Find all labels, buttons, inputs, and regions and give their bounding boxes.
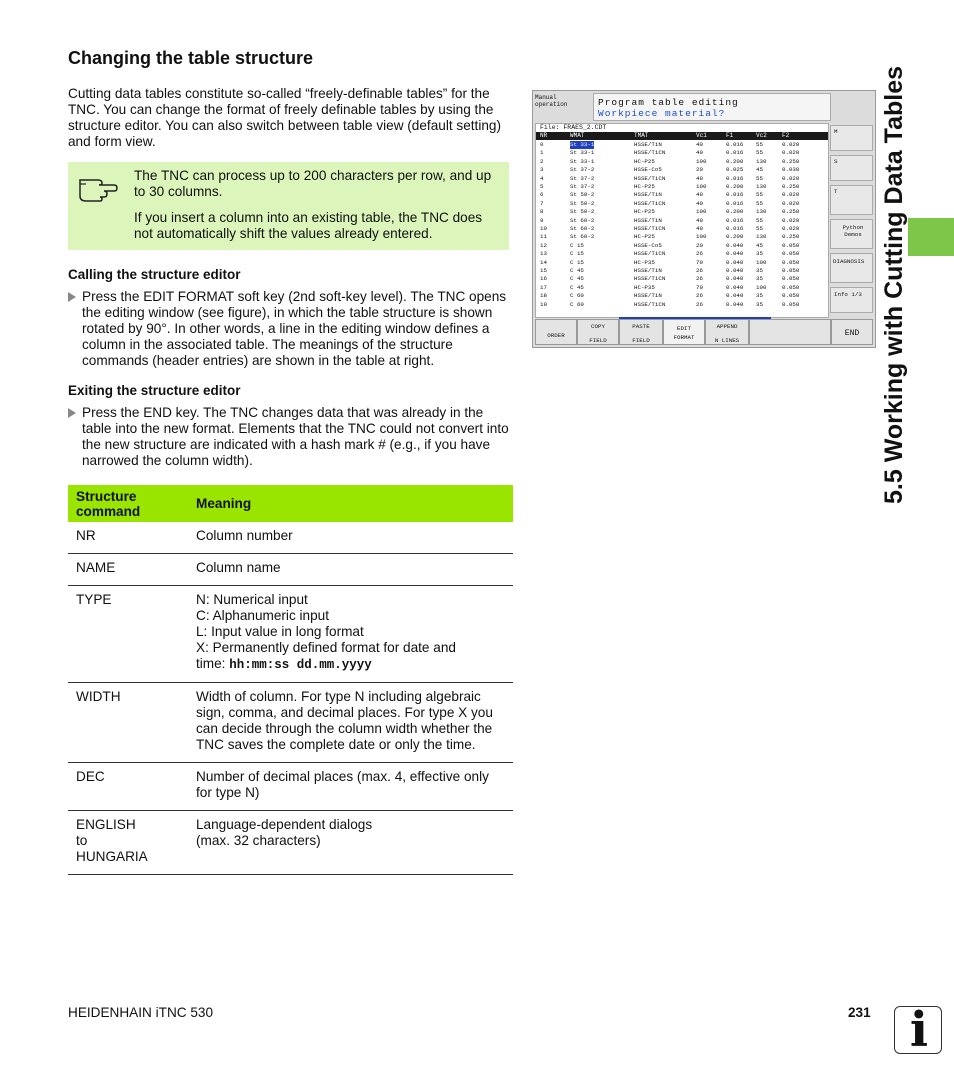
cell-meaning: [188, 586, 513, 683]
screen-table-cell: C 45: [570, 275, 584, 283]
screen-table-cell: HSSE/TiCN: [634, 174, 666, 182]
screen-table-cell: 3: [540, 166, 544, 174]
screen-table-cell: 55: [756, 191, 763, 199]
screen-table-cell: St 37-2: [570, 174, 595, 182]
screen-table-cell: HSSE/TiCN: [634, 225, 666, 232]
screen-table-row[interactable]: [536, 233, 828, 241]
mode-label: [535, 94, 567, 108]
screen-table-cell: 40: [696, 191, 703, 199]
screen-column-label: TMAT: [634, 132, 649, 139]
softkey-label: FIELD: [632, 337, 650, 344]
screen-table-cell: 0.040: [726, 250, 744, 258]
softkey-bar: [535, 319, 873, 345]
screen-table-row[interactable]: [536, 242, 828, 250]
screen-table-cell: 0.050: [782, 250, 800, 258]
mode-line: operation: [535, 101, 568, 108]
screen-table-cell: 0.040: [726, 258, 744, 266]
side-key-label: T: [834, 188, 838, 195]
screen-table-cell: HSSE-Co5: [634, 241, 662, 249]
screen-table-cell: HSSE/TiN: [634, 216, 662, 224]
screen-table-cell: 40: [696, 225, 703, 232]
screen-table-cell: 26: [696, 300, 703, 308]
meaning-line: X: Permanently defined format for date and: [196, 640, 456, 655]
side-key-t[interactable]: [830, 185, 873, 215]
screen-table-cell: 6: [540, 191, 544, 199]
calling-text: Press the EDIT FORMAT soft key (2nd soft-key level). The TNC opens the editing window (see figure), in which the table structure is shown rotated by 90°. In other words, a line in the editing window defines a column in the associated table. The meanings of the structure commands (header entries) are shown in the table at right.: [82, 289, 507, 368]
screen-table-cell: 0.016: [726, 149, 744, 157]
softkey-copy-field[interactable]: [577, 319, 619, 345]
screen-table-cell: 16: [540, 275, 547, 283]
screen-table-row[interactable]: [536, 301, 828, 309]
cell-command: DEC: [68, 763, 188, 811]
screen-table-cell: HC-P35: [634, 258, 655, 266]
calling-step: [68, 289, 516, 369]
screen-table-cell: 0.050: [782, 300, 800, 308]
screen-table-cell: 26: [696, 250, 703, 258]
screen-table-cell: 0.050: [782, 292, 800, 300]
table-header-command: Structure command: [68, 485, 188, 522]
screen-table-cell: HC-P25: [634, 183, 655, 190]
mode-line: Manual: [535, 94, 557, 101]
screen-table-cell: 0.016: [726, 216, 744, 224]
screen-table-cell: 0.050: [782, 258, 800, 266]
screen-column-label: WMAT: [570, 132, 585, 139]
softkey-label: N LINES: [714, 337, 740, 344]
screen-table-row[interactable]: [536, 208, 828, 216]
screen-table-cell: 0.050: [782, 241, 800, 249]
screen-table-cell: St 60-2: [570, 216, 595, 224]
screen-table-cell: 0.050: [782, 267, 800, 274]
screen-table-cell: St 50-2: [570, 208, 595, 216]
screen-table-cell: HSSE/TiCN: [634, 250, 666, 258]
screen-table-row[interactable]: [536, 141, 828, 149]
side-key-label: M: [834, 128, 838, 135]
structure-commands-table: [68, 485, 513, 875]
screen-table-cell: 55: [756, 225, 763, 232]
screen-table-cell: 0.040: [726, 300, 744, 308]
softkey-end[interactable]: [831, 319, 873, 345]
screen-table-cell: HC-P25: [634, 157, 655, 165]
screen-table-cell: HC-P25: [634, 233, 655, 241]
screen-table-cell: 18: [540, 292, 547, 300]
screen-table-cell: 0.250: [782, 233, 800, 241]
command-line: to: [76, 833, 88, 848]
screen-table-cell: C 60: [570, 292, 584, 300]
screen-table-cell: 0.016: [726, 174, 744, 182]
footer-product: HEIDENHAIN iTNC 530: [68, 1005, 214, 1020]
softkey-label: FORMAT: [673, 334, 695, 341]
screen-table-cell: 35: [756, 292, 763, 300]
meaning-line: (max. 32 characters): [196, 833, 321, 848]
screen-table-cell: 35: [756, 275, 763, 283]
screen-table-cell: 20: [696, 166, 703, 174]
screen-table-cell: 14: [540, 258, 547, 266]
table-header-meaning: Meaning: [188, 485, 513, 522]
page-number: 231: [848, 1005, 871, 1020]
meaning-line: C: Alphanumeric input: [196, 608, 329, 623]
screen-table-cell: 0.020: [782, 216, 800, 224]
screen-table-cell: HC-P35: [634, 283, 655, 291]
softkey-order[interactable]: [535, 319, 577, 345]
screen-table-cell: 19: [540, 300, 547, 308]
screen-table-cell: 0.020: [782, 225, 800, 232]
cell-meaning: Column name: [188, 554, 513, 586]
screen-header: [593, 93, 831, 121]
screen-table-cell: 100: [756, 258, 767, 266]
screen-table-cell: 0.200: [726, 183, 744, 190]
screen-table-cell: 0.030: [782, 166, 800, 174]
side-key-m[interactable]: [830, 125, 873, 151]
screen-table-cell: 70: [696, 283, 703, 291]
time-format-code: hh:mm:ss dd.mm.yyyy: [229, 658, 372, 672]
screen-table-cell: 1: [540, 149, 544, 157]
bullet-arrow-icon: [68, 408, 76, 418]
calling-heading: Calling the structure editor: [68, 267, 241, 282]
softkey-label: ORDER: [547, 332, 565, 339]
softkey-label: PASTE: [632, 323, 650, 330]
screen-table-cell: 0.040: [726, 241, 744, 249]
screen-table-cell: 0.250: [782, 157, 800, 165]
screen-table-cell: 130: [756, 183, 767, 190]
screen-table-cell: 0.020: [782, 174, 800, 182]
screen-table-cell: St 37-2: [570, 183, 595, 190]
softkey-label: COPY: [591, 323, 605, 330]
screen-table-cell: 0.050: [782, 283, 800, 291]
meaning-line: L: Input value in long format: [196, 624, 364, 639]
command-line: HUNGARIA: [76, 849, 148, 864]
tnc-screen-figure: [532, 90, 876, 348]
meaning-line: N: Numerical input: [196, 592, 308, 607]
screen-table-cell: 0.020: [782, 199, 800, 207]
screen-table-row[interactable]: [536, 149, 828, 157]
screen-table-cell: HSSE/TiN: [634, 292, 662, 300]
screen-table-cell: 0.025: [726, 166, 744, 174]
softkey-label: EDIT: [677, 325, 691, 332]
screen-table-cell: 40: [696, 149, 703, 157]
softkey-paste-field[interactable]: [619, 319, 663, 345]
exiting-text: Press the END key. The TNC changes data that was already in the table into the new format. Elements that the TNC could not convert into the new structure are indicated with a hash mark # (e.g., if you have narrowed the column width).: [82, 405, 509, 468]
screen-table-cell: 55: [756, 216, 763, 224]
screen-table-cell: 35: [756, 267, 763, 274]
screen-table-cell: St 37-2: [570, 166, 595, 174]
screen-table-cell: 40: [696, 216, 703, 224]
screen-table-cell: C 15: [570, 241, 584, 249]
screen-table-cell: St 50-2: [570, 191, 595, 199]
screen-table-row[interactable]: [536, 292, 828, 300]
note-text-1: The TNC can process up to 200 characters per row, and up to 30 columns.: [134, 168, 492, 199]
screen-table-cell: 0.016: [726, 141, 744, 148]
side-key-label: S: [834, 158, 838, 165]
screen-table-cell: 0.200: [726, 208, 744, 216]
screen-table-cell: 0.200: [726, 233, 744, 241]
screen-table-cell: 130: [756, 233, 767, 241]
screen-table-cell: St 33-1: [570, 157, 595, 165]
screen-table-cell: C 15: [570, 250, 584, 258]
side-key-diagnosis[interactable]: [830, 253, 873, 283]
screen-table-cell: 10: [540, 225, 547, 232]
cell-command: WIDTH: [68, 683, 188, 763]
info-icon: [894, 1002, 942, 1058]
screen-table-cell: 17: [540, 283, 547, 291]
screen-table-cell: 0.016: [726, 199, 744, 207]
screen-table-cell: 0.250: [782, 183, 800, 190]
cell-command: TYPE: [68, 586, 188, 683]
screen-table-cell: HSSE/TiN: [634, 191, 662, 199]
screen-table-cell: 0.040: [726, 275, 744, 283]
note-text-2: If you insert a column into an existing table, the TNC does not automatically shift the values already entered.: [134, 210, 483, 241]
screen-table-row[interactable]: [536, 267, 828, 275]
note-box: [68, 162, 509, 250]
screen-table-cell: 5: [540, 183, 544, 190]
softkey-label: FIELD: [589, 337, 607, 344]
screen-table-cell: 45: [756, 166, 763, 174]
file-label: File: FRAES_2.CDT: [540, 124, 607, 131]
screen-table-cell: HSSE/TiCN: [634, 275, 666, 283]
header-line-2: Workpiece material?: [598, 108, 726, 119]
table-row: [68, 683, 513, 763]
screen-table-cell: 45: [756, 241, 763, 249]
side-key-label: Python Demos: [842, 224, 864, 238]
screen-table-cell: 0.020: [782, 141, 800, 148]
screen-table-cell: St 33-1: [570, 141, 595, 148]
bullet-arrow-icon: [68, 292, 76, 302]
screen-table-cell: 100: [696, 233, 707, 241]
side-key-label: DIAGNOSIS: [833, 258, 865, 265]
screen-table-cell: 11: [540, 233, 547, 241]
screen-table-cell: 0.050: [782, 275, 800, 283]
screen-table-cell: 40: [696, 141, 703, 148]
screen-table-cell: 12: [540, 241, 547, 249]
table-row: [68, 586, 513, 683]
screen-table-cell: 100: [756, 283, 767, 291]
screen-table-cell: St 50-2: [570, 199, 595, 207]
screen-table-cell: HSSE/TiCN: [634, 300, 666, 308]
screen-table-cell: 0.016: [726, 225, 744, 232]
screen-table-cell: HSSE/TiCN: [634, 149, 666, 157]
screen-table-cell: 2: [540, 157, 544, 165]
softkey-append-n-lines[interactable]: [705, 319, 749, 345]
screen-table-cell: 0.040: [726, 292, 744, 300]
screen-table-cell: 0.040: [726, 267, 744, 274]
screen-table-row[interactable]: [536, 259, 828, 267]
section-title: Changing the table structure: [68, 48, 314, 68]
meaning-line: Language-dependent dialogs: [196, 817, 373, 832]
screen-table-row[interactable]: [536, 175, 828, 183]
screen-table-cell: 100: [696, 208, 707, 216]
screen-table-cell: 13: [540, 250, 547, 258]
screen-table-cell: C 60: [570, 300, 584, 308]
screen-table-cell: HSSE/TiN: [634, 141, 662, 148]
screen-table-cell: 0.250: [782, 208, 800, 216]
screen-table-row[interactable]: [536, 191, 828, 199]
screen-column-label: F1: [726, 132, 734, 139]
screen-table-row[interactable]: [536, 284, 828, 292]
screen-table-cell: 55: [756, 141, 763, 148]
screen-table-row[interactable]: [536, 158, 828, 166]
side-key-s[interactable]: [830, 155, 873, 181]
side-softkeys: [830, 121, 873, 317]
screen-table-cell: 0.020: [782, 149, 800, 157]
screen-table-row[interactable]: [536, 183, 828, 191]
screen-table-cell: HC-P25: [634, 208, 655, 216]
screen-table-cell: 26: [696, 275, 703, 283]
screen-table-cell: C 45: [570, 283, 584, 291]
softkey-label: APPEND: [716, 323, 738, 330]
side-key-label: Info 1/3: [834, 291, 862, 298]
cell-meaning: Width of column. For type N including algebraic sign, comma, and decimal places. For type X you can decide through the column width whether the TNC saves the complete date or only the time.: [188, 683, 513, 763]
exiting-step: [68, 405, 516, 469]
screen-table-cell: 55: [756, 149, 763, 157]
screen-table-cell: 130: [756, 208, 767, 216]
screen-table-cell: C 15: [570, 258, 584, 266]
screen-table-cell: C 45: [570, 267, 584, 274]
screen-table-cell: 0: [540, 141, 544, 148]
screen-table-cell: 40: [696, 199, 703, 207]
screen-table-cell: HSSE/TiCN: [634, 199, 666, 207]
screen-table-cell: 26: [696, 267, 703, 274]
softkey-label: END: [844, 329, 860, 338]
cell-command: NAME: [68, 554, 188, 586]
screen-table-row[interactable]: [536, 250, 828, 258]
cell-meaning: Number of decimal places (max. 4, effective only for type N): [188, 763, 513, 811]
softkey-edit-format[interactable]: [663, 319, 705, 345]
screen-table-cell: 4: [540, 174, 544, 182]
screen-table-cell: 26: [696, 292, 703, 300]
screen-column-label: Vc2: [756, 132, 767, 139]
screen-table-row[interactable]: [536, 166, 828, 174]
screen-table-cell: 35: [756, 300, 763, 308]
intro-paragraph: Cutting data tables constitute so-called “freely-definable tables” for the TNC. You can change the format of freely definable tables by using the structure editor. You can also switch between table view (default setting) and form view.: [68, 86, 501, 149]
screen-table-cell: St 60-2: [570, 233, 595, 241]
table-row: [68, 522, 513, 554]
screen-table-cell: 130: [756, 157, 767, 165]
screen-table-cell: 0.020: [782, 191, 800, 199]
info-glyph: i: [909, 1002, 929, 1058]
screen-column-label: NR: [540, 132, 548, 139]
chapter-tab: [908, 218, 954, 256]
screen-column-label: F2: [782, 132, 790, 139]
screen-table-cell: 100: [696, 157, 707, 165]
table-row: [68, 554, 513, 586]
table-row: [68, 811, 513, 875]
screen-table-cell: 0.016: [726, 191, 744, 199]
screen-table-cell: HSSE/TiN: [634, 267, 662, 274]
cell-meaning: [188, 811, 513, 875]
screen-table-cell: 40: [696, 174, 703, 182]
cell-command: NR: [68, 522, 188, 554]
screen-column-label: Vc1: [696, 132, 707, 139]
screen-table-cell: 8: [540, 208, 544, 216]
side-key-info[interactable]: [830, 287, 873, 313]
screen-table-row[interactable]: [536, 200, 828, 208]
screen-table-cell: St 33-1: [570, 149, 595, 157]
screen-table-cell: 15: [540, 267, 547, 274]
screen-table-cell: 7: [540, 199, 544, 207]
screen-table-cell: St 60-2: [570, 225, 595, 232]
screen-table-cell: 55: [756, 174, 763, 182]
screen-table-cell: 20: [696, 241, 703, 249]
screen-table-row[interactable]: [536, 225, 828, 233]
screen-table-row[interactable]: [536, 217, 828, 225]
screen-table-cell: 35: [756, 250, 763, 258]
chapter-title: 5.5 Working with Cutting Data Tables: [880, 65, 908, 504]
cell-meaning: Column number: [188, 522, 513, 554]
exiting-heading: Exiting the structure editor: [68, 383, 241, 398]
side-key-python[interactable]: [830, 219, 873, 249]
screen-table: [535, 123, 829, 318]
screen-table-cell: 0.200: [726, 157, 744, 165]
screen-table-cell: 100: [696, 183, 707, 190]
screen-table-cell: 70: [696, 258, 703, 266]
screen-column-header: [536, 132, 828, 140]
screen-table-cell: 0.040: [726, 283, 744, 291]
table-row: [68, 763, 513, 811]
meaning-line: time:: [196, 656, 230, 671]
command-line: ENGLISH: [76, 817, 136, 832]
screen-table-row[interactable]: [536, 275, 828, 283]
softkey-empty[interactable]: [749, 319, 831, 345]
cell-command: [68, 811, 188, 875]
screen-table-cell: HSSE-Co5: [634, 166, 662, 174]
header-line-1: Program table editing: [598, 97, 739, 108]
pointing-hand-icon: [76, 170, 120, 202]
screen-table-cell: 55: [756, 199, 763, 207]
screen-table-cell: 9: [540, 216, 544, 224]
